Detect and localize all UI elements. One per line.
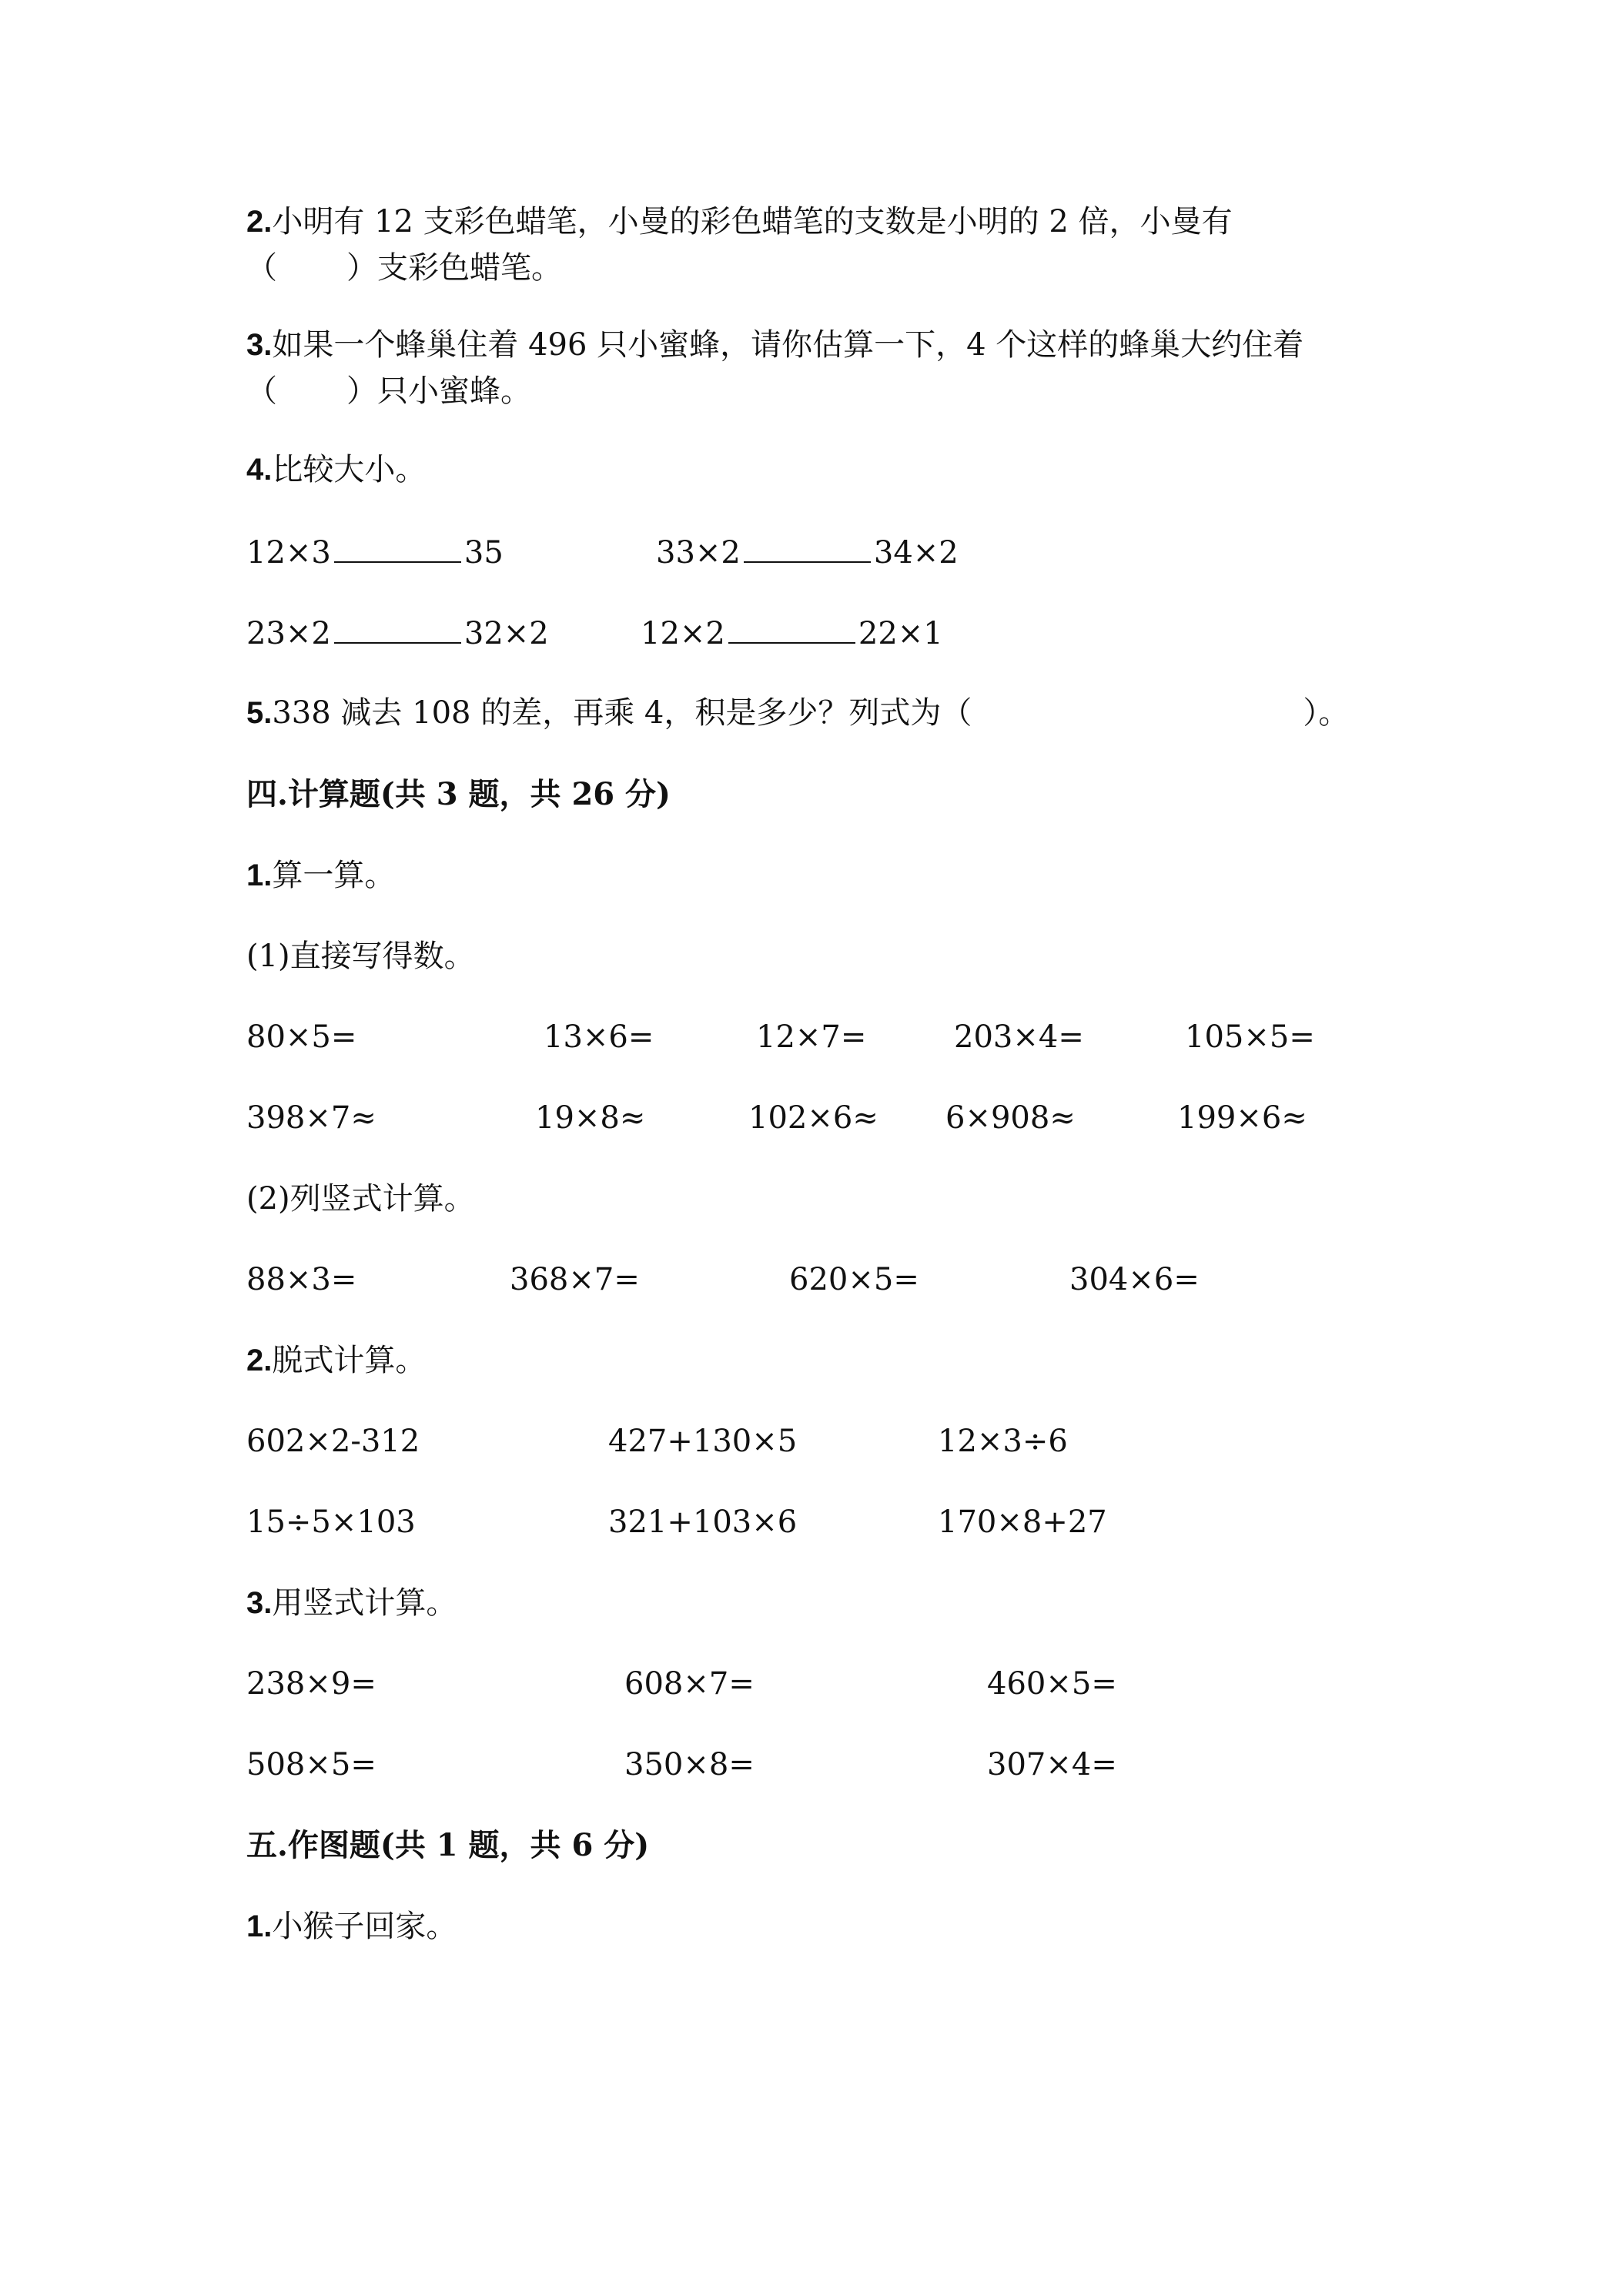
question-text: ）支彩色蜡笔。 [346,250,562,286]
calc-item: 199×6≈ [1177,1100,1307,1136]
question-number: 1. [246,1909,273,1943]
calc-item: 307×4= [987,1747,1117,1782]
sub-question-1: (1)直接写得数。 [246,939,475,974]
calc-item: 508×5= [246,1747,376,1782]
calc-item: 427+130×5 [608,1424,798,1459]
section-4-title: 四.计算题(共 3 题，共 26 分) [246,776,671,812]
question-text: 脱式计算。 [272,1343,427,1378]
question-number: 3. [246,1586,273,1620]
question-5 [246,695,1350,731]
calc-item: 88×3= [246,1262,357,1297]
question-3-line1 [246,327,1304,363]
calc-item: 608×7= [624,1666,755,1702]
calc-item: 321+103×6 [608,1504,798,1540]
compare-item: 33×2 34×2 [656,535,959,571]
calc-item: 203×4= [954,1019,1084,1055]
question-2-line1 [246,206,1233,237]
sub-question-2: (2)列竖式计算。 [246,1181,475,1217]
question-number: 4. [246,453,273,487]
question-number: 1. [246,858,273,892]
compare-item: 12×3 35 [246,535,504,571]
calc-item: 6×908≈ [945,1100,1076,1136]
calc-item: 12×7= [756,1019,867,1055]
calc-item: 350×8= [624,1747,755,1782]
section-5-title: 五.作图题(共 1 题，共 6 分) [246,1827,650,1863]
s5-question-1-title [246,1911,457,1942]
compare-blank[interactable] [334,616,461,644]
s4-question-3-title [246,1585,457,1621]
paren-open: （ [246,373,277,409]
calc-item: 105×5= [1185,1019,1315,1055]
calc-item: 170×8+27 [938,1504,1107,1540]
paren-open: （ [246,250,277,286]
question-number: 2. [246,1344,273,1377]
calc-item: 80×5= [246,1019,357,1055]
question-number: 2. [246,205,273,239]
calc-item: 398×7≈ [246,1100,376,1136]
compare-item: 23×2 32×2 [246,616,549,651]
calc-item: 102×6≈ [748,1100,878,1136]
question-number: 5. [246,696,273,730]
calc-item: 13×6= [544,1019,654,1055]
calc-item: 304×6= [1069,1262,1200,1297]
s4-question-2-title [246,1345,426,1376]
question-text: ）只小蜜蜂。 [346,373,531,409]
question-text: 用竖式计算。 [272,1585,457,1621]
s4-question-1-title [246,860,395,891]
calc-item: 12×3÷6 [938,1424,1068,1459]
calc-item: 238×9= [246,1666,376,1702]
compare-blank[interactable] [744,535,871,563]
question-text: 如果一个蜂巢住着 496 只小蜜蜂，请你估算一下，4 个这样的蜂巢大约住着 [272,327,1304,363]
question-text: 比较大小。 [272,452,427,487]
question-2-line2 [246,250,562,286]
calc-item: 620×5= [789,1262,919,1297]
question-4-title [246,454,426,485]
calc-item: 19×8≈ [535,1100,646,1136]
compare-blank[interactable] [334,535,461,563]
question-text: 338 减去 108 的差，再乘 4，积是多少？列式为（ [272,695,972,731]
calc-item: 15÷5×103 [246,1504,416,1540]
calc-item: 368×7= [510,1262,640,1297]
compare-item: 12×2 22×1 [641,616,943,651]
question-text: 小明有 12 支彩色蜡笔，小曼的彩色蜡笔的支数是小明的 2 倍，小曼有 [272,204,1233,239]
question-text: 小猴子回家。 [272,1909,457,1944]
calc-item: 602×2-312 [246,1424,420,1459]
question-3-line2 [246,373,531,409]
question-number: 3. [246,328,273,362]
question-text: 算一算。 [272,858,396,893]
calc-item: 460×5= [987,1666,1117,1702]
compare-blank[interactable] [728,616,855,644]
question-text: ）。 [1303,695,1350,731]
